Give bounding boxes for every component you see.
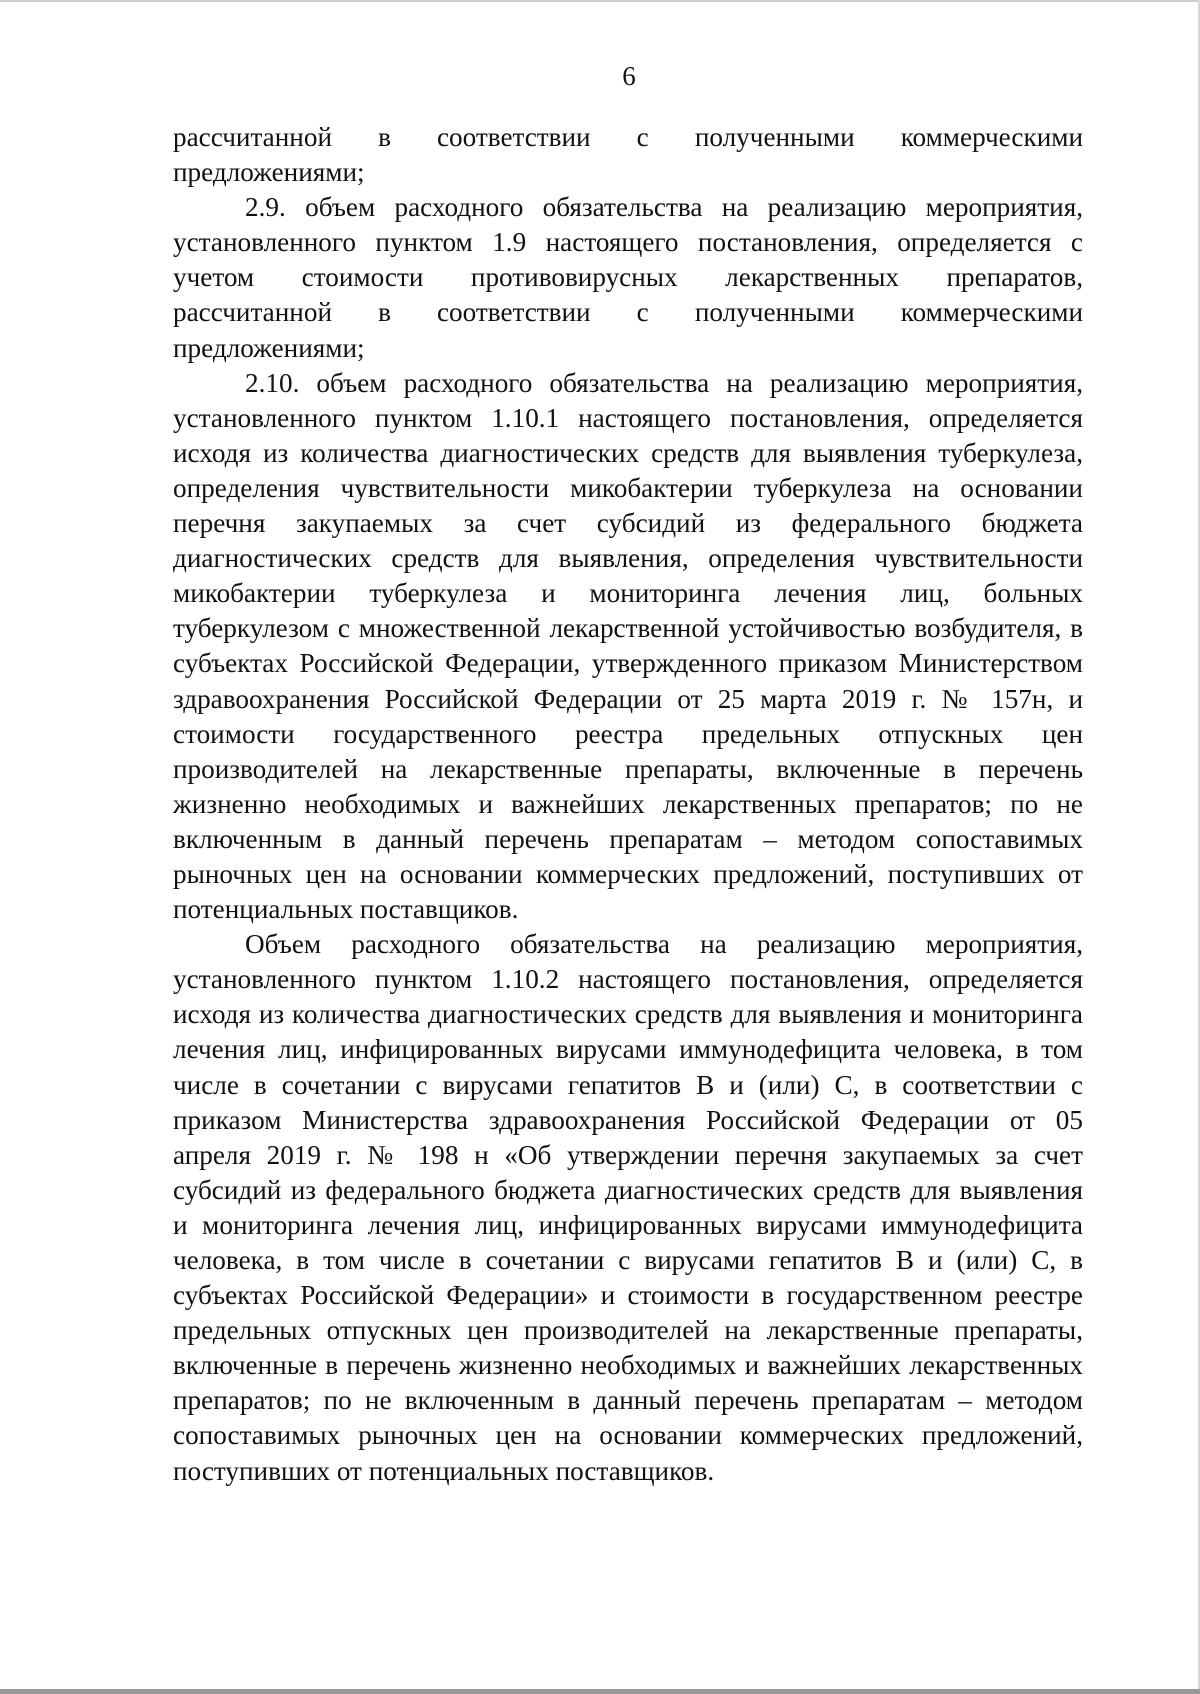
scan-edge-bottom	[0, 1689, 1200, 1694]
paragraph-2-10: 2.10. объем расходного обязательства на реализацию мероприятия, установленного пунктом 1.10.1 настоящего постановления, определяется исходя из количества диагностических средств для выявления туберкулеза, определения чувствительности микобактерии туберкулеза на основании перечня закупаемых за счет субсидий из федерального бюджета диагностических средств для выявления, определения чувствительности микобактерии туберкулеза и мониторинга лечения лиц, больных туберкулезом с множественной лекарственной устойчивостью возбудителя, в субъектах Российской Федерации, утвержденного приказом Министерством здравоохранения Российской Федерации от 25 марта 2019 г. № 157н, и стоимости государственного реестра предельных отпускных цен производителей на лекарственные препараты, включенные в перечень жизненно необходимых и важнейших лекарственных препаратов; по не включенным в данный перечень препаратам – методом сопоставимых рыночных цен на основании коммерческих предложений, поступивших от потенциальных поставщиков.	[173, 367, 1083, 925]
page-number: 6	[622, 61, 636, 91]
document-body	[173, 120, 1083, 1489]
scan-edge-top	[0, 0, 1200, 2]
paragraph-volume-1-10-2: Объем расходного обязательства на реализацию мероприятия, установленного пунктом 1.10.2 настоящего постановления, определяется исходя из количества диагностических средств для выявления и мониторинга лечения лиц, инфицированных вирусами иммунодефицита человека, в том числе в сочетании с вирусами гепатитов В и (или) С, в соответствии с приказом Министерства здравоохранения Российской Федерации от 05 апреля 2019 г. № 198 н «Об утверждении перечня закупаемых за счет субсидий из федерального бюджета диагностических средств для выявления и мониторинга лечения лиц, инфицированных вирусами иммунодефицита человека, в том числе в сочетании с вирусами гепатитов В и (или) С, в субъектах Российской Федерации» и стоимости в государственном реестре предельных отпускных цен производителей на лекарственные препараты, включенные в перечень жизненно необходимых и важнейших лекарственных препаратов; по не включенным в данный перечень препаратам – методом сопоставимых рыночных цен на основании коммерческих предложений, поступивших от потенциальных поставщиков.	[173, 929, 1083, 1486]
paragraph-2-9: 2.9. объем расходного обязательства на реализацию мероприятия, установленного пунктом 1.9 настоящего постановления, определяется с учетом стоимости противовирусных лекарственных препаратов, рассчитанной в соответствии с полученными коммерческими предложениями;	[173, 192, 1083, 363]
paragraph-continuation: рассчитанной в соответствии с полученными коммерческими предложениями;	[173, 122, 1083, 188]
